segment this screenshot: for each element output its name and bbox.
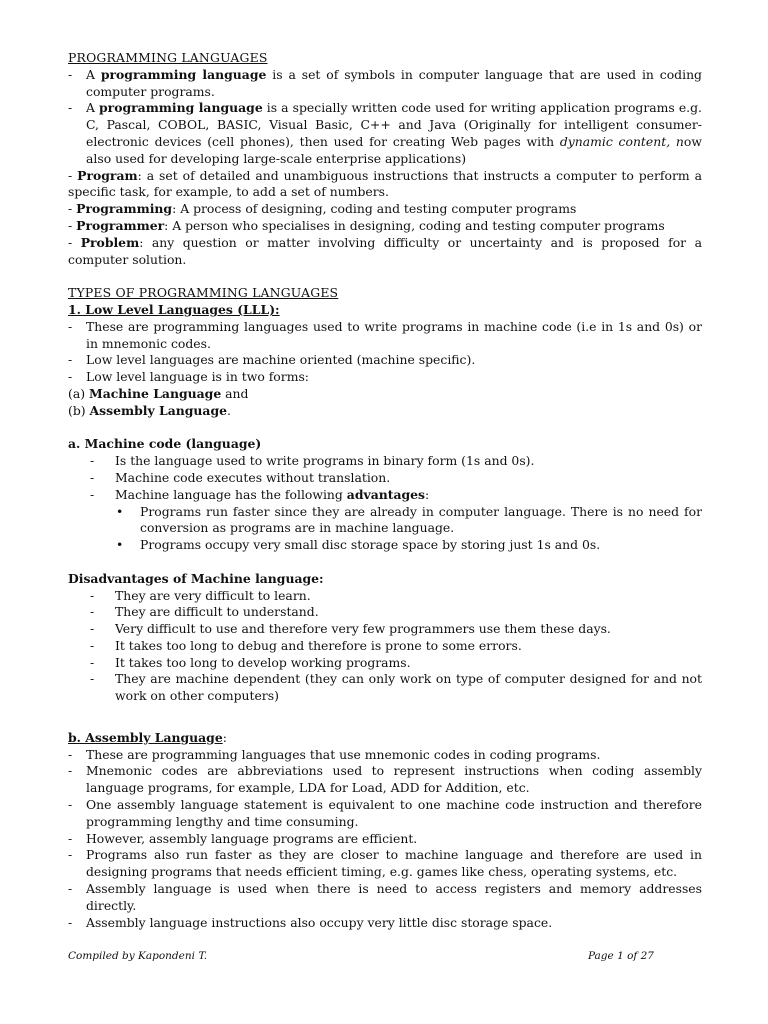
disadvantage-item: - It takes too long to develop working programs. <box>68 655 702 672</box>
page-title: PROGRAMMING LANGUAGES <box>68 50 268 65</box>
lll-point: - Low level language is in two forms: <box>68 369 702 386</box>
assembly-point: - Assembly language instructions also occupy very little disc storage space. <box>68 915 702 932</box>
assembly-heading: b. Assembly Language: <box>68 729 227 745</box>
page-footer <box>68 950 654 962</box>
assembly-point: - Assembly language is used when there is need to access registers and memory addresses directly. <box>68 881 702 915</box>
definition-program: - Program: a set of detailed and unambiguous instructions that instructs a computer to perform a specific task, for example, to add a set of numbers. <box>68 167 702 200</box>
definition-problem: - Problem: any question or matter involving difficulty or uncertainty and is proposed for a computer solution. <box>68 234 702 267</box>
assembly-point: - One assembly language statement is equivalent to one machine code instruction and therefore programming lengthy and time consuming. <box>68 797 702 831</box>
lll-point: - Low level languages are machine oriented (machine specific). <box>68 352 702 369</box>
footer-page-number: Page 1 of 27 <box>587 950 654 962</box>
types-heading: TYPES OF PROGRAMMING LANGUAGES <box>68 285 339 301</box>
disadvantages-heading: Disadvantages of Machine language: <box>68 570 324 586</box>
disadvantage-item: - They are machine dependent (they can only work on type of computer designed for and not work on other computers) <box>68 671 702 705</box>
advantage-item: • Programs run faster since they are already in computer language. There is no need for conversion as programs are in machine language. <box>68 504 702 538</box>
form-b: (b) Assembly Language. <box>68 402 231 418</box>
disadvantage-item: - They are very difficult to learn. <box>68 588 702 605</box>
disadvantage-item: - Very difficult to use and therefore very few programmers use them these days. <box>68 621 702 638</box>
assembly-point: - Mnemonic codes are abbreviations used to represent instructions when coding assembly language programs, for example, LDA for Load, ADD for Addition, etc. <box>68 763 702 797</box>
footer-author: Compiled by Kapondeni T. <box>68 950 208 962</box>
assembly-point: - Programs also run faster as they are closer to machine language and therefore are used in designing programs that needs efficient timing, e.g. games like chess, operating systems, etc. <box>68 847 702 881</box>
disadvantage-item: - It takes too long to debug and therefore is prone to some errors. <box>68 638 702 655</box>
intro-item: - A programming language is a specially written code used for writing application programs e.g. C, Pascal, COBOL, BASIC, Visual Basic, C++ and Java (Originally for intelligent consumer-electronic devices (cell phones), then used for creating Web pages with dynamic content, now also used for developing large-scale enterprise applications) <box>68 100 702 167</box>
machine-point: - Machine code executes without translation. <box>68 470 702 487</box>
lll-heading: 1. Low Level Languages (LLL): <box>68 301 280 317</box>
definition-programmer: - Programmer: A person who specialises in designing, coding and testing computer programs <box>68 217 665 233</box>
document-page <box>68 50 702 931</box>
form-a: (a) Machine Language and <box>68 385 249 401</box>
disadvantage-item: - They are difficult to understand. <box>68 604 702 621</box>
advantage-item: • Programs occupy very small disc storage space by storing just 1s and 0s. <box>68 537 702 554</box>
assembly-point: - However, assembly language programs are efficient. <box>68 831 702 848</box>
lll-point: - These are programming languages used to write programs in machine code (i.e in 1s and 0s) or in mnemonic codes. <box>68 319 702 353</box>
machine-heading: a. Machine code (language) <box>68 436 262 452</box>
definition-programming: - Programming: A process of designing, coding and testing computer programs <box>68 201 577 217</box>
assembly-point: - These are programming languages that use mnemonic codes in coding programs. <box>68 747 702 764</box>
machine-point: - Is the language used to write programs in binary form (1s and 0s). <box>68 453 702 470</box>
machine-advantages-intro: - Machine language has the following advantages: <box>68 487 702 504</box>
intro-item: - A programming language is a set of symbols in computer language that are used in coding computer programs. <box>68 67 702 101</box>
